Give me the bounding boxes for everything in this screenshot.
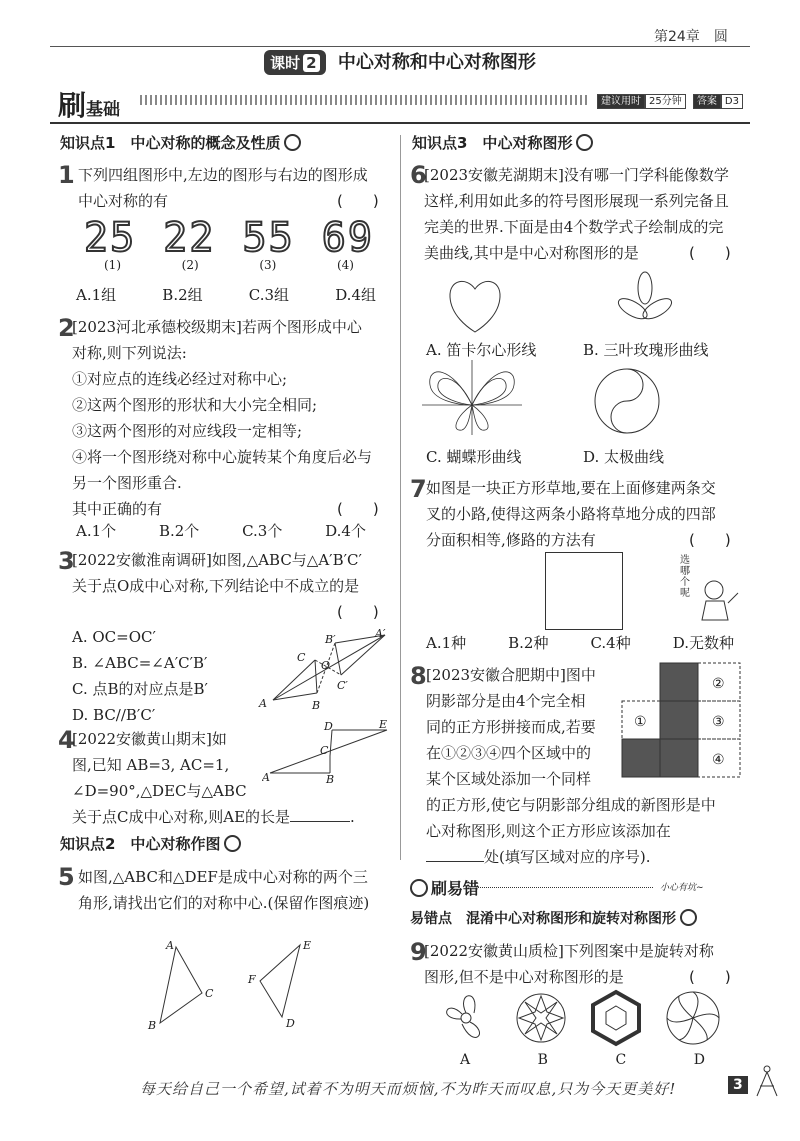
err-dotted-line: [478, 887, 653, 888]
q7-line1: 如图是一块正方形草地,要在上面修建两条交: [426, 479, 716, 497]
q9-figures: [430, 988, 740, 1048]
q4-figure: [262, 718, 397, 783]
svg-text:C: C: [205, 987, 214, 1000]
q7-options: [426, 630, 734, 656]
q1-label: (3): [259, 258, 277, 272]
q6-line4: 美曲线,其中是中心对称图形的是: [424, 244, 639, 262]
q9-line2: 图形,但不是中心对称图形的是: [424, 968, 624, 986]
q8-line7: 心对称图形,则这个正方形应该添加在: [426, 822, 671, 840]
svg-text:C: C: [320, 744, 329, 757]
svg-text:F: F: [248, 973, 256, 986]
q7-square: [545, 552, 623, 630]
q2-line2: 对称,则下列说法:: [72, 344, 187, 362]
spiral-icon: [667, 992, 719, 1044]
svg-text:E: E: [379, 718, 388, 731]
kp3-heading: 知识点3 中心对称图形: [412, 132, 593, 153]
q6-line2: 这样,利用如此多的符号图形展现一系列完备且: [424, 192, 729, 210]
section-rule: [50, 122, 750, 124]
q9-label: C: [615, 1052, 627, 1068]
kp2-heading: 知识点2 中心对称作图: [60, 833, 241, 854]
q6-paren: ( ): [689, 244, 731, 262]
q1-options: [76, 282, 376, 308]
q4-line3: ∠D=90°,△DEC与△ABC: [72, 782, 247, 800]
header-rule: [50, 46, 750, 47]
q3-line1: [2022安徽淮南调研]如图,△ABC与△A′B′C′: [72, 551, 362, 569]
q2-s4a: ④将一个图形绕对称中心旋转某个角度后必与: [72, 448, 373, 466]
err-heading: 易错点 混淆中心对称图形和旋转对称图形: [410, 908, 697, 928]
q6-line1: [2023安徽芜湖期末]没有哪一门学科能像数学: [424, 166, 729, 184]
q9-paren: ( ): [689, 968, 731, 986]
q3-number: 3: [58, 547, 75, 575]
q3-optC: C. 点B的对应点是B′: [72, 680, 208, 698]
q8-line4: 在①②③④四个区域中的: [426, 744, 592, 762]
section-basic-title: 刷基础: [58, 89, 121, 122]
time-info: 建议用时 25分钟 答案 D3: [597, 92, 743, 107]
cartoon-icon: [692, 575, 742, 625]
q1-fig-1: 25: [84, 215, 137, 261]
svg-text:E: E: [303, 939, 312, 952]
svg-text:D: D: [286, 1017, 295, 1030]
q4-line1: [2022安徽黄山期末]如: [72, 730, 227, 748]
section-err-title: 刷易错: [410, 876, 479, 899]
q8-line8: 处(填写区域对应的序号).: [426, 844, 650, 870]
q2-number: 2: [58, 314, 75, 342]
q4-number: 4: [58, 726, 75, 754]
q3-optA: A. OC=OC′: [72, 628, 156, 646]
q2-line1: [2023河北承德校级期末]若两个图形成中心: [72, 318, 362, 336]
q5-line1: 如图,△ABC和△DEF是成中心对称的两个三: [78, 868, 368, 886]
svg-text:A: A: [262, 771, 270, 783]
q9-label: B: [537, 1052, 548, 1068]
q6-optA: A. 笛卡尔心形线: [426, 341, 537, 359]
q2-options: [76, 518, 366, 544]
q1-line1: 下列四组图形中,左边的图形与右边的图形成: [78, 166, 368, 184]
q5-line2: 角形,请找出它们的对称中心.(保留作图痕迹): [78, 894, 370, 912]
q7-line2: 叉的小路,使得这两条小路将草地分成的四部: [426, 505, 716, 523]
region-label: ③: [712, 714, 725, 730]
fan-icon: [447, 996, 480, 1038]
star-icon: [517, 994, 565, 1042]
q1-figures: [84, 215, 374, 261]
svg-text:C′: C′: [337, 679, 348, 692]
q4-line4: 关于点C成中心对称,则AE的长是 .: [72, 808, 355, 826]
svg-text:B: B: [326, 773, 335, 783]
q2-paren: ( ): [337, 500, 379, 518]
q1-option: B.2组: [162, 286, 203, 304]
q6-optC: C. 蝴蝶形曲线: [426, 448, 522, 466]
q7-option: C.4种: [590, 634, 631, 652]
q9-number: 9: [410, 938, 427, 966]
q2-option: D.4个: [325, 522, 366, 540]
q2-s2: ②这两个图形的形状和大小完全相同;: [72, 396, 318, 414]
q3-optB: B. ∠ABC=∠A′C′B′: [72, 654, 208, 672]
q9-labels: [460, 1052, 705, 1068]
q7-option: D.无数种: [672, 634, 734, 652]
q1-fig-4: 69: [321, 215, 374, 261]
column-divider: [400, 135, 401, 860]
svg-text:O: O: [321, 659, 331, 672]
svg-text:B: B: [148, 1019, 157, 1032]
svg-text:A: A: [166, 939, 174, 952]
q8-line2: 阴影部分是由4个完全相: [426, 692, 586, 710]
q1-label: (2): [181, 258, 199, 272]
q1-option: C.3组: [248, 286, 290, 304]
q1-number: 1: [58, 161, 75, 189]
q9-line1: [2022安徽黄山质检]下列图案中是旋转对称: [424, 942, 714, 960]
q3-figure: [255, 625, 395, 715]
rose-figure: [610, 270, 680, 330]
q7-number: 7: [410, 475, 427, 503]
q7-option: B.2种: [508, 634, 549, 652]
q3-line2: 关于点O成中心对称,下列结论中不成立的是: [72, 577, 360, 595]
compass-icon: [752, 1064, 782, 1098]
q6-optB: B. 三叶玫瑰形曲线: [583, 341, 709, 359]
q1-fig-3: 55: [242, 215, 295, 261]
q3-optD: D. BC//B′C′: [72, 706, 156, 724]
q5-figure: [140, 935, 340, 1045]
q1-label: (4): [336, 258, 354, 272]
section-dots: [140, 95, 590, 105]
region-label: ④: [712, 752, 725, 768]
q1-option: A.1组: [76, 286, 117, 304]
svg-text:A: A: [259, 697, 267, 710]
q1-option: D.4组: [335, 286, 376, 304]
kp1-heading: 知识点1 中心对称的概念及性质: [60, 132, 301, 153]
q5-number: 5: [58, 863, 75, 891]
q2-option: B.2个: [158, 522, 200, 540]
q2-s1: ①对应点的连线必经过对称中心;: [72, 370, 288, 388]
q1-label: (1): [104, 258, 121, 272]
q7-line3: 分面积相等,修路的方法有: [426, 531, 596, 549]
q2-s4b: 另一个图形重合.: [72, 474, 182, 492]
q1-line2: 中心对称的有: [78, 192, 169, 210]
taiji-figure: [592, 366, 662, 436]
q2-option: C.3个: [242, 522, 283, 540]
q7-option: A.1种: [426, 634, 467, 652]
q2-s3: ③这两个图形的对应线段一定相等;: [72, 422, 303, 440]
butterfly-figure: [422, 360, 522, 435]
q9-label: D: [693, 1052, 705, 1068]
region-label: ②: [712, 676, 725, 692]
q1-paren: ( ): [337, 192, 379, 210]
q1-fig-labels: [104, 258, 354, 272]
q8-line3: 同的正方形拼接而成,若要: [426, 718, 596, 736]
footer-motto: 每天给自己一个希望,试着不为明天而烦恼,不为昨天而叹息,只为今天更美好!: [140, 1080, 677, 1098]
q8-line1: [2023安徽合肥期中]图中: [426, 666, 596, 684]
svg-text:C: C: [297, 651, 306, 664]
err-note: 小心有坑~: [660, 883, 704, 893]
q2-line3: 其中正确的有: [72, 500, 163, 518]
cardioid-figure: [445, 275, 505, 335]
q7-paren: ( ): [689, 531, 731, 549]
region-label: ①: [634, 714, 647, 730]
q8-line6: 的正方形,使它与阴影部分组成的新图形是中: [426, 796, 716, 814]
q8-line5: 某个区域处添加一个同样: [426, 770, 592, 788]
hexagon-icon: [593, 992, 639, 1044]
svg-text:A′: A′: [375, 627, 386, 640]
q1-fig-2: 22: [163, 215, 216, 261]
lesson-badge: 课时 2: [264, 50, 325, 75]
q3-paren: ( ): [337, 603, 379, 621]
q2-option: A.1个: [76, 522, 117, 540]
svg-text:B: B: [312, 699, 321, 712]
q9-label: A: [460, 1052, 471, 1068]
lesson-title: 课时 2 中心对称和中心对称图形: [0, 48, 800, 75]
chapter-label: 第24章 圆: [654, 29, 728, 45]
q6-number: 6: [410, 161, 427, 189]
svg-text:B′: B′: [325, 633, 336, 646]
q8-grid-figure: [620, 660, 745, 780]
svg-text:D: D: [324, 720, 333, 733]
q7-note: 选哪个呢: [680, 555, 690, 599]
q4-line2: 图,已知 AB=3, AC=1,: [72, 756, 230, 774]
q8-number: 8: [410, 662, 427, 690]
q6-line3: 完美的世界.下面是由4个数学式子绘制成的完: [424, 218, 724, 236]
q6-optD: D. 太极曲线: [583, 448, 665, 466]
page-number: 3: [728, 1076, 748, 1094]
